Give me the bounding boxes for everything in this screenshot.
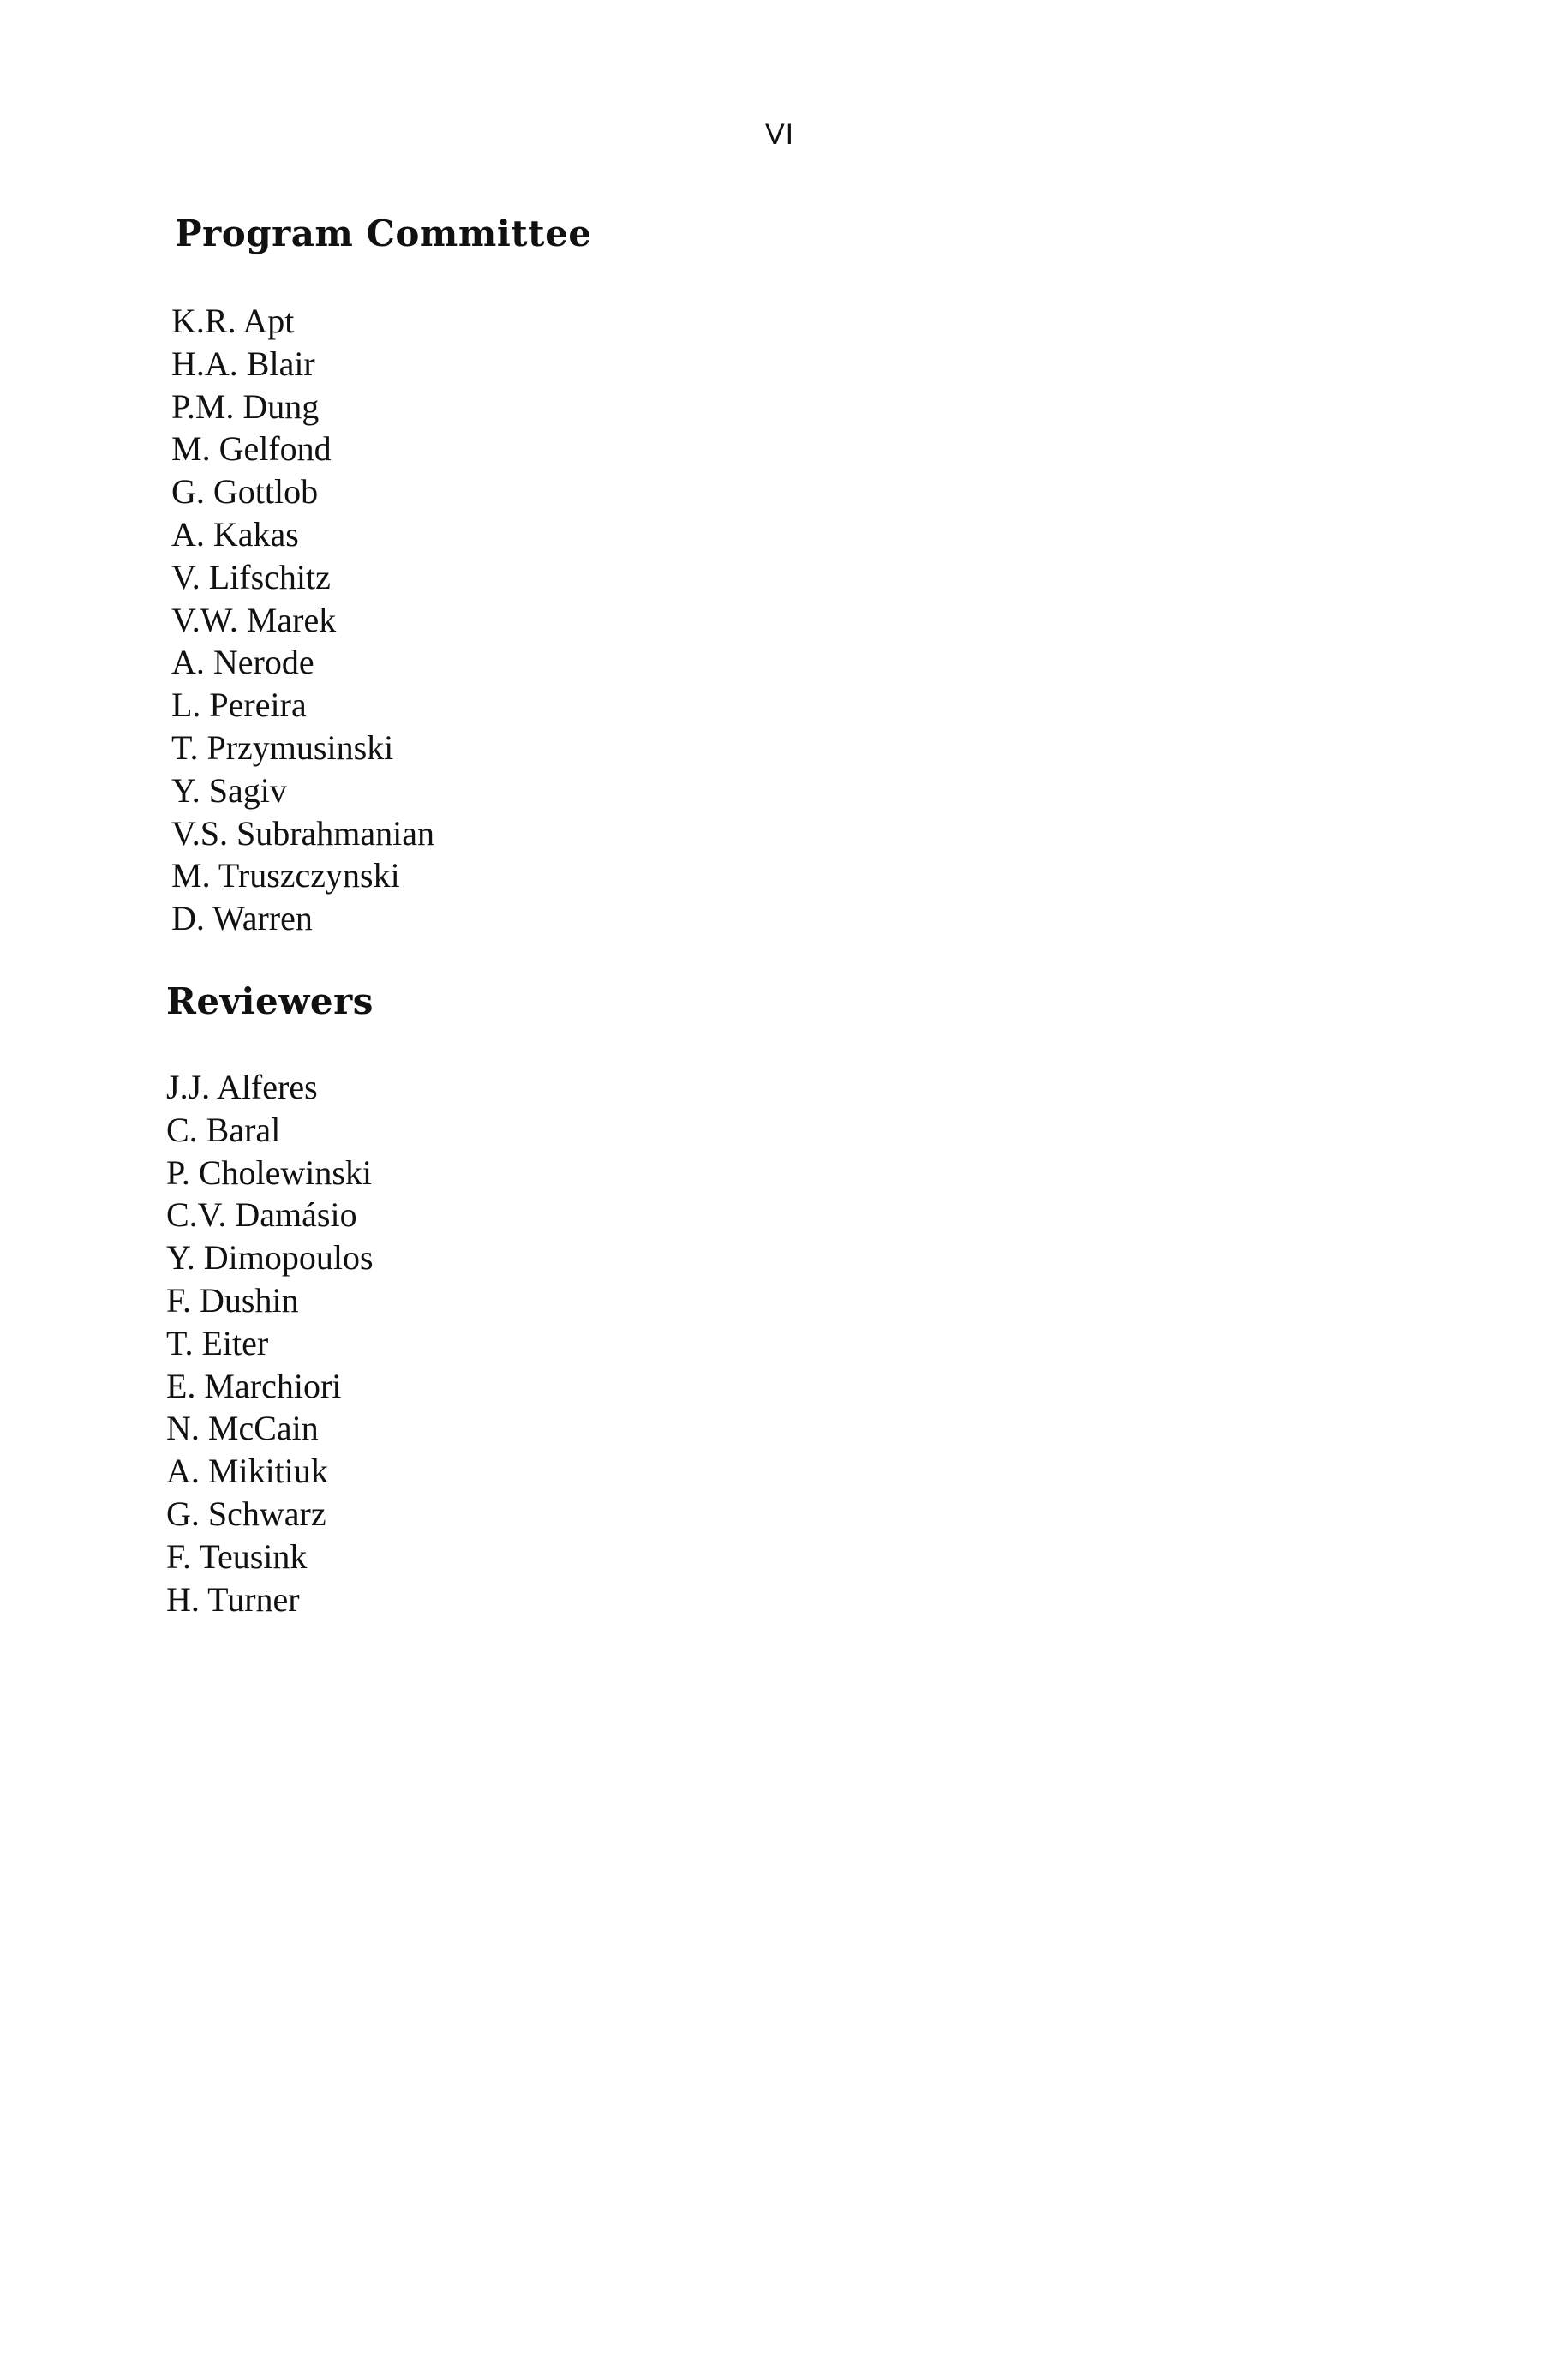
committee-member: V. Lifschitz [171, 557, 331, 596]
reviewer: F. Dushin [166, 1280, 299, 1320]
reviewer: E. Marchiori [166, 1366, 342, 1405]
reviewer: A. Mikitiuk [166, 1452, 328, 1491]
committee-member: P.M. Dung [171, 386, 320, 426]
committee-member: M. Truszczynski [171, 856, 400, 895]
reviewers-list [166, 1066, 374, 1620]
reviewer: C. Baral [166, 1110, 281, 1149]
committee-member: V.W. Marek [171, 600, 337, 639]
reviewer: J.J. Alferes [166, 1068, 318, 1106]
program-committee-list [171, 300, 434, 940]
reviewer: N. McCain [166, 1409, 319, 1448]
committee-member: D. Warren [171, 899, 313, 938]
reviewer: T. Eiter [166, 1323, 269, 1362]
committee-member: G. Gottlob [171, 472, 319, 512]
committee-member: H.A. Blair [171, 344, 315, 383]
reviewers-title: Reviewers [166, 980, 374, 1022]
reviewer: C.V. Damásio [166, 1195, 357, 1235]
committee-member: A. Kakas [171, 514, 299, 554]
committee-member: Y. Sagiv [171, 770, 287, 810]
reviewer: Y. Dimopoulos [166, 1238, 374, 1278]
reviewer: P. Cholewinski [166, 1153, 373, 1192]
committee-member: L. Pereira [171, 686, 307, 725]
reviewer: F. Teusink [166, 1536, 308, 1576]
reviewer: H. Turner [166, 1579, 300, 1619]
committee-member: V.S. Subrahmanian [171, 813, 435, 853]
reviewer: G. Schwarz [166, 1494, 326, 1533]
program-committee-title: Program Committee [175, 213, 592, 254]
committee-member: M. Gelfond [171, 429, 332, 469]
committee-member: A. Nerode [171, 643, 314, 682]
page-number: VI [764, 118, 795, 151]
committee-member: K.R. Apt [171, 302, 295, 340]
committee-member: T. Przymusinski [171, 727, 394, 767]
